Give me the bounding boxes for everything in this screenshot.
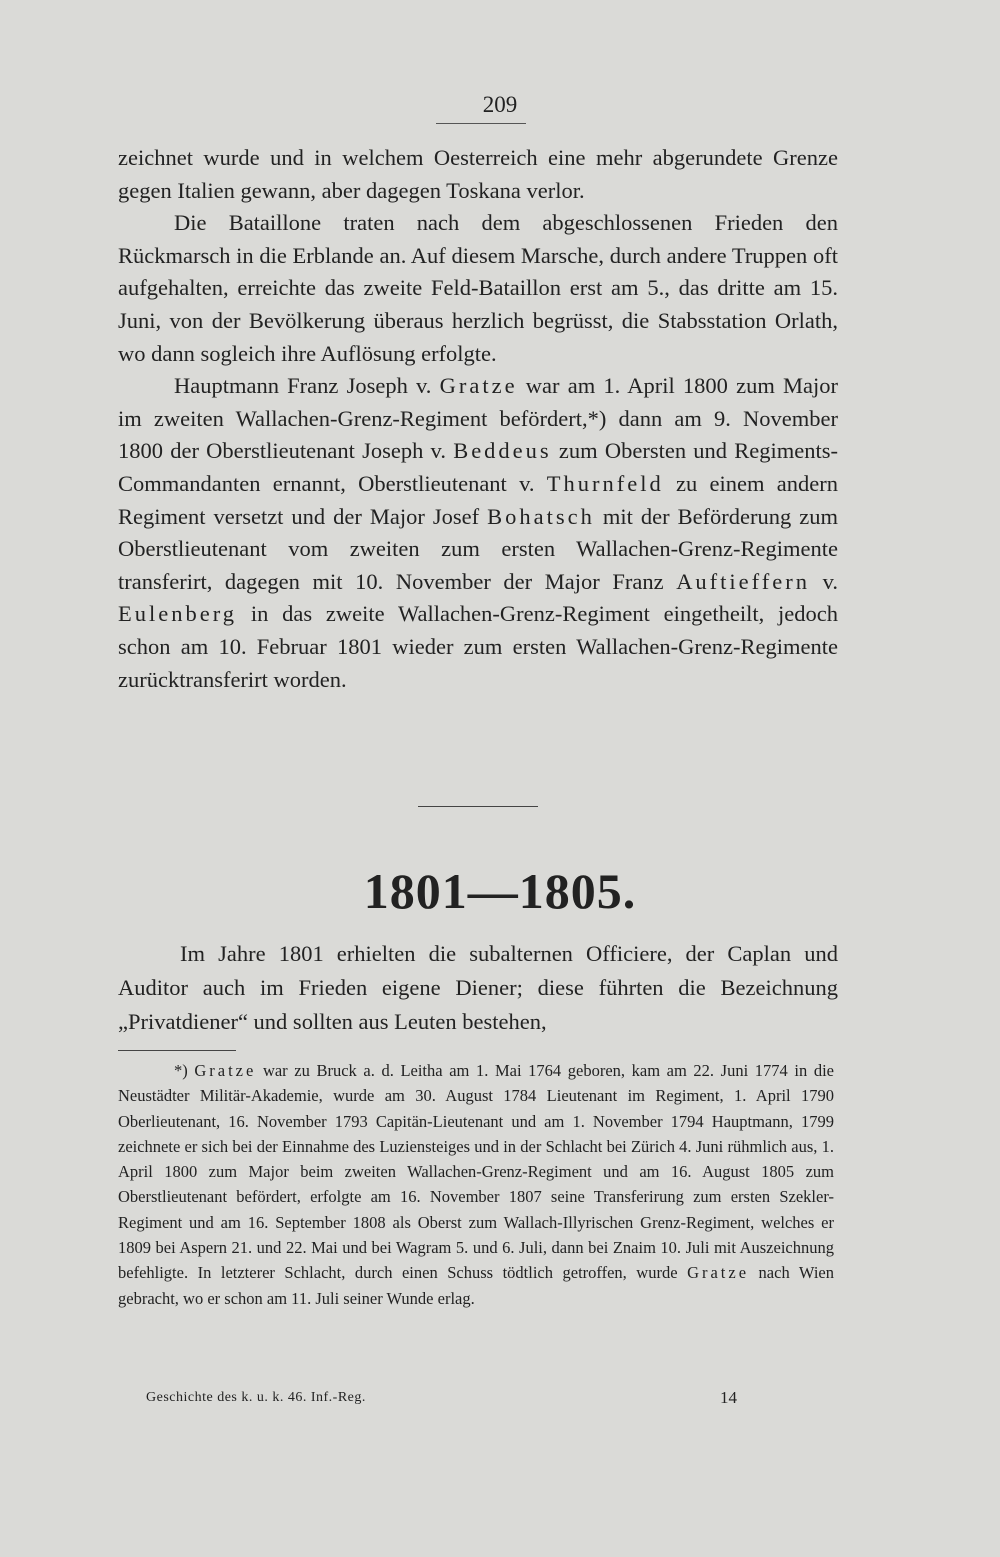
text-run: v.: [809, 568, 839, 594]
footnote-rule: [118, 1050, 236, 1051]
name-spaced-text: Eulenberg: [118, 601, 238, 627]
section-text: [118, 937, 838, 1039]
name-spaced-text: Bohatsch: [487, 503, 595, 529]
name-spaced-text: Gratze: [194, 1061, 257, 1080]
footnote: [118, 1058, 834, 1311]
name-spaced-text: Gratze: [439, 373, 518, 399]
text-run: Hauptmann Franz Joseph v.: [174, 373, 440, 399]
text-run: mit der Beförderung zum Oberstlieutenant vom zweiten zum ersten Wallachen-Grenz-Regimente transferirt, dagegen mit 10. November der Major Franz: [118, 503, 839, 594]
body-text: [118, 142, 838, 696]
section-divider: [418, 806, 538, 807]
name-spaced-text: Gratze: [687, 1263, 750, 1283]
text-run: zeichnet wurde und in welchem Oesterreich eine mehr abgerundete Grenze gegen Italien gewann, aber dagegen Toskana verlor.: [118, 145, 838, 203]
body-paragraph: [118, 370, 838, 696]
text-run: zu einem andern Regiment versetzt und der Major Josef: [118, 470, 838, 529]
text-run: Die Bataillone traten nach dem abgeschlossenen Frieden den Rückmarsch in die Erblande an. Auf diesem Marsche, durch andere Truppen oft aufgehalten, erreichte das zweite Feld-Bataillon erst am 5., das dritte am 15. Juni, von der Bevölkerung überaus herzlich begrüsst, die Stabsstation Orlath, wo dann sogleich ihre Auflösung erfolgte.: [118, 210, 838, 366]
body-paragraph: [118, 207, 838, 370]
name-spaced-text: Thurnfeld: [546, 470, 664, 496]
signature-number: 14: [720, 1388, 737, 1407]
section-paragraph: Im Jahre 1801 erhielten die subalternen Officiere, der Caplan und Auditor auch im Frieden eigene Diener; diese führten die Bezeichnung „Privatdiener“ und sollten aus Leuten bestehen,: [118, 941, 838, 1034]
page-number-rule: [436, 123, 526, 124]
text-run: in das zweite Wallachen-Grenz-Regiment eingetheilt, jedoch schon am 10. Februar 1801 wieder zum ersten Wallachen-Grenz-Regimente zurücktransferirt worden.: [118, 601, 838, 692]
signature-line: Geschichte des k. u. k. 46. Inf.-Reg.: [146, 1390, 366, 1405]
section-heading: 1801—1805.: [363, 863, 637, 919]
text-run: nach Wien gebracht, wo er schon am 11. Juli seiner Wunde erlag.: [118, 1263, 834, 1308]
name-spaced-text: Auftieffern: [676, 568, 810, 594]
name-spaced-text: Beddeus: [453, 438, 552, 464]
footnote-paragraph: [118, 1058, 834, 1311]
page-number: 209: [482, 92, 518, 117]
text-run: war am 1. April 1800 zum Major im zweiten Wallachen-Grenz-Regiment befördert,*) dann am 9. November 1800 der Oberstlieutenant Joseph v.: [118, 373, 838, 464]
text-run: zum Obersten und Regiments-Commandanten ernannt, Oberstlieutenant v.: [118, 438, 838, 496]
text-run: *): [174, 1061, 195, 1080]
text-run: war zu Bruck a. d. Leitha am 1. Mai 1764 geboren, kam am 22. Juni 1774 in die Neustädter Militär-Akademie, wurde am 30. August 1784 Lieutenant im Regiment, 1. April 1790 Oberlieutenant, 16. November 1793 Capitän-Lieutenant und am 1. November 1794 Hauptmann, 1799 zeichnete er sich bei der Einnahme des Luziensteiges und in der Schlacht bei Zürich 4. Juni rühmlich aus, 1. April 1800 zum Major beim zweiten Wallachen-Grenz-Regiment und am 16. August 1805 zum Oberstlieutenant befördert, erfolgte am 16. November 1807 seine Transferirung zum ersten Szekler-Regiment und am 16. September 1808 als Oberst zum Wallach-Illyrischen Grenz-Regiment, welches er 1809 bei Aspern 21. und 22. Mai und bei Wagram 5. und 6. Juli, dann bei Znaim 10. Juli mit Auszeichnung befehligte. In letzterer Schlacht, durch einen Schuss tödtlich getroffen, wurde: [118, 1061, 834, 1283]
body-paragraph: [118, 142, 838, 207]
